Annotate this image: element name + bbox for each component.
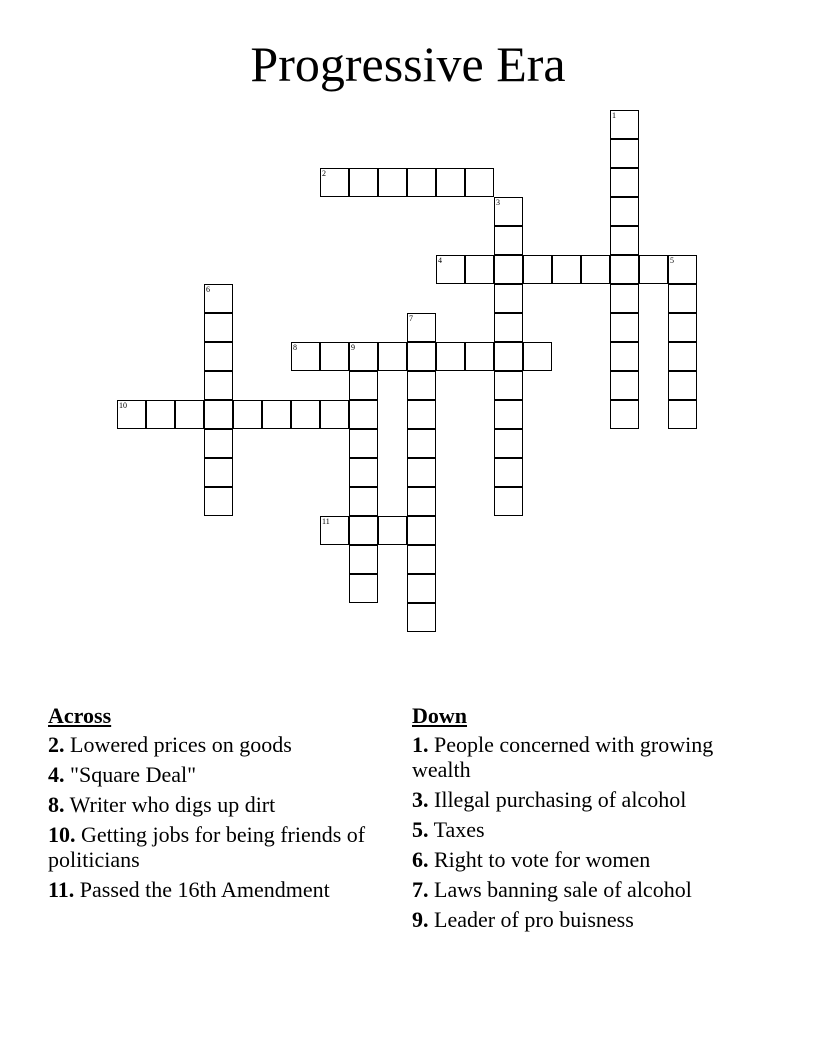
clue-number-label: 7 — [409, 314, 413, 323]
grid-cell[interactable] — [552, 255, 581, 284]
grid-cell[interactable] — [668, 313, 697, 342]
grid-cell[interactable] — [494, 487, 523, 516]
down-clues — [412, 703, 772, 937]
grid-cell[interactable] — [407, 313, 436, 342]
grid-cell[interactable] — [494, 342, 523, 371]
grid-cell[interactable] — [204, 342, 233, 371]
grid-cell[interactable] — [204, 371, 233, 400]
grid-cell[interactable] — [407, 429, 436, 458]
down-clue — [412, 732, 772, 782]
clue-number-label: 1 — [612, 111, 616, 120]
grid-cell[interactable] — [407, 603, 436, 632]
clue-number-label: 10 — [119, 401, 127, 410]
grid-cell[interactable] — [204, 429, 233, 458]
grid-cell[interactable] — [639, 255, 668, 284]
grid-cell[interactable] — [610, 255, 639, 284]
grid-cell[interactable] — [407, 371, 436, 400]
clue-number: 9. — [412, 907, 429, 932]
grid-cell[interactable] — [610, 400, 639, 429]
across-clue — [48, 732, 393, 757]
across-clue — [48, 877, 393, 902]
grid-cell[interactable] — [610, 226, 639, 255]
down-clue — [412, 787, 772, 812]
clue-text: Passed the 16th Amendment — [79, 877, 330, 902]
clue-text: Illegal purchasing of alcohol — [434, 787, 687, 812]
across-clue — [48, 792, 393, 817]
grid-cell[interactable] — [407, 400, 436, 429]
grid-cell[interactable] — [668, 400, 697, 429]
grid-cell[interactable] — [349, 516, 378, 545]
grid-cell[interactable] — [465, 255, 494, 284]
across-clue — [48, 762, 393, 787]
grid-cell[interactable] — [233, 400, 262, 429]
grid-cell[interactable] — [610, 313, 639, 342]
grid-cell[interactable] — [291, 400, 320, 429]
grid-cell[interactable] — [204, 458, 233, 487]
grid-cell[interactable] — [117, 400, 146, 429]
puzzle-title: Progressive Era — [250, 36, 566, 92]
grid-cell[interactable] — [523, 342, 552, 371]
grid-cell[interactable] — [349, 168, 378, 197]
clue-number: 5. — [412, 817, 429, 842]
grid-cell[interactable] — [494, 255, 523, 284]
grid-cell[interactable] — [610, 139, 639, 168]
clue-number: 1. — [412, 732, 429, 757]
grid-cell[interactable] — [349, 574, 378, 603]
clue-number-label: 6 — [206, 285, 210, 294]
clue-number: 4. — [48, 762, 65, 787]
grid-cell[interactable] — [610, 342, 639, 371]
across-heading: Across — [48, 703, 112, 728]
grid-cell[interactable] — [349, 545, 378, 574]
clue-text: Getting jobs for being friends of politicians — [48, 822, 366, 872]
grid-cell[interactable] — [407, 342, 436, 371]
grid-cell[interactable] — [494, 284, 523, 313]
grid-cell[interactable] — [494, 371, 523, 400]
down-clue — [412, 817, 772, 842]
clue-number-label: 5 — [670, 256, 674, 265]
down-clue — [412, 847, 772, 872]
clue-text: Taxes — [433, 817, 485, 842]
grid-cell[interactable] — [610, 371, 639, 400]
across-clues — [48, 703, 393, 907]
grid-cell[interactable] — [291, 342, 320, 371]
grid-cell[interactable] — [610, 197, 639, 226]
clue-number-label: 3 — [496, 198, 500, 207]
grid-cell[interactable] — [204, 400, 233, 429]
grid-cell[interactable] — [349, 487, 378, 516]
grid-cell[interactable] — [146, 400, 175, 429]
clue-text: People concerned with growing wealth — [412, 732, 714, 782]
clue-text: Right to vote for women — [434, 847, 651, 872]
grid-cell[interactable] — [494, 197, 523, 226]
grid-cell[interactable] — [407, 487, 436, 516]
grid-cell[interactable] — [204, 313, 233, 342]
clue-text: Writer who digs up dirt — [69, 792, 276, 817]
grid-cell[interactable] — [523, 255, 552, 284]
clue-number: 3. — [412, 787, 429, 812]
grid-cell[interactable] — [407, 168, 436, 197]
grid-cell[interactable] — [320, 168, 349, 197]
clue-number-label: 9 — [351, 343, 355, 352]
grid-cell[interactable] — [407, 516, 436, 545]
clue-number-label: 11 — [322, 517, 330, 526]
clue-text: Leader of pro buisness — [434, 907, 634, 932]
grid-cell[interactable] — [378, 342, 407, 371]
grid-cell[interactable] — [494, 458, 523, 487]
grid-cell[interactable] — [204, 284, 233, 313]
grid-cell[interactable] — [668, 342, 697, 371]
grid-cell[interactable] — [436, 342, 465, 371]
grid-cell[interactable] — [668, 255, 697, 284]
grid-cell[interactable] — [320, 342, 349, 371]
grid-cell[interactable] — [465, 342, 494, 371]
down-heading: Down — [412, 703, 468, 728]
grid-cell[interactable] — [610, 168, 639, 197]
grid-cell[interactable] — [668, 371, 697, 400]
grid-cell[interactable] — [436, 168, 465, 197]
clue-number-label: 8 — [293, 343, 297, 352]
clue-number: 11. — [48, 877, 75, 902]
grid-cell[interactable] — [610, 110, 639, 139]
across-clue — [48, 822, 393, 872]
down-clue — [412, 907, 772, 932]
grid-cell[interactable] — [204, 487, 233, 516]
grid-cell[interactable] — [349, 400, 378, 429]
grid-cell[interactable] — [349, 458, 378, 487]
grid-cell[interactable] — [494, 313, 523, 342]
grid-cell[interactable] — [407, 545, 436, 574]
grid-cell[interactable] — [320, 516, 349, 545]
down-clue — [412, 877, 772, 902]
grid-cell[interactable] — [494, 226, 523, 255]
clue-text: Laws banning sale of alcohol — [434, 877, 692, 902]
grid-cell[interactable] — [320, 400, 349, 429]
grid-cell[interactable] — [349, 371, 378, 400]
grid-cell[interactable] — [494, 429, 523, 458]
clue-text: Lowered prices on goods — [70, 732, 292, 757]
grid-cell[interactable] — [262, 400, 291, 429]
clue-number-label: 2 — [322, 169, 326, 178]
grid-cell[interactable] — [407, 458, 436, 487]
grid-cell[interactable] — [378, 516, 407, 545]
grid-cell[interactable] — [349, 429, 378, 458]
grid-cell[interactable] — [668, 284, 697, 313]
clue-number: 8. — [48, 792, 65, 817]
clue-text: "Square Deal" — [70, 762, 197, 787]
clue-number-label: 4 — [438, 256, 442, 265]
grid-cell[interactable] — [436, 255, 465, 284]
clue-number: 2. — [48, 732, 65, 757]
grid-cell[interactable] — [349, 342, 378, 371]
grid-cell[interactable] — [175, 400, 204, 429]
clue-number: 7. — [412, 877, 429, 902]
grid-cell[interactable] — [610, 284, 639, 313]
grid-cell[interactable] — [407, 574, 436, 603]
clue-number: 10. — [48, 822, 76, 847]
grid-cell[interactable] — [378, 168, 407, 197]
grid-cell[interactable] — [465, 168, 494, 197]
clue-number: 6. — [412, 847, 429, 872]
grid-cell[interactable] — [494, 400, 523, 429]
grid-cell[interactable] — [581, 255, 610, 284]
